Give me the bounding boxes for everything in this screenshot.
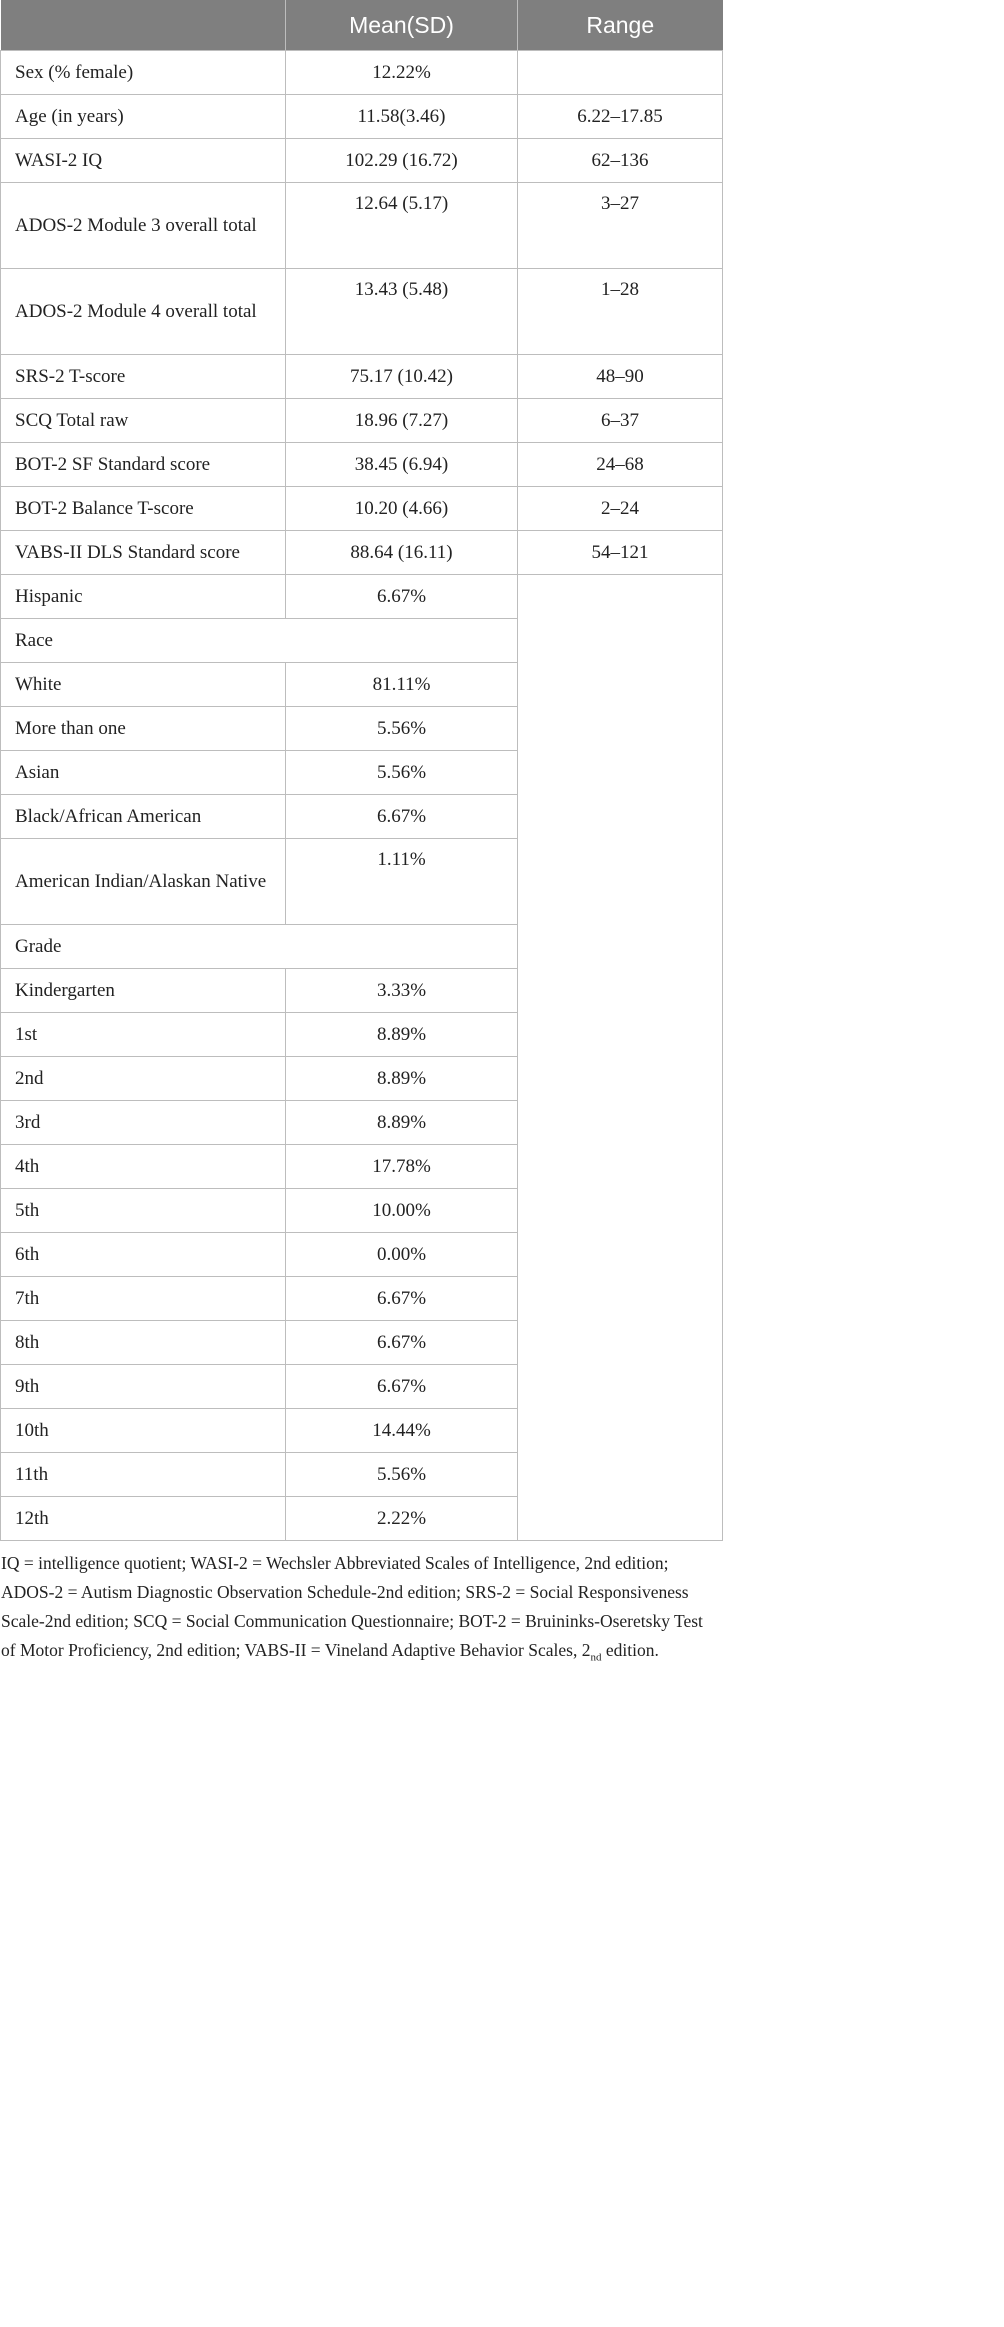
row-label: Age (in years) <box>1 95 286 139</box>
table-row <box>1 399 723 443</box>
row-mean-sd-value: 75.17 (10.42) <box>286 355 518 399</box>
row-mean-sd-value: 81.11% <box>286 663 518 707</box>
row-mean-sd-value: 6.67% <box>286 575 518 619</box>
row-range-value: 2–24 <box>518 487 723 531</box>
row-range-value: 3–27 <box>518 183 723 269</box>
row-label: ADOS-2 Module 3 overall total <box>1 183 286 269</box>
row-label: 4th <box>1 1145 286 1189</box>
row-mean-sd-value: 8.89% <box>286 1013 518 1057</box>
row-mean-sd-value: 17.78% <box>286 1145 518 1189</box>
row-range-value <box>518 51 723 95</box>
row-mean-sd-value: 10.00% <box>286 1189 518 1233</box>
row-mean-sd-value: 6.67% <box>286 795 518 839</box>
row-mean-sd-value: 6.67% <box>286 1365 518 1409</box>
row-label: More than one <box>1 707 286 751</box>
row-mean-sd-value: 102.29 (16.72) <box>286 139 518 183</box>
row-label: 1st <box>1 1013 286 1057</box>
row-range-value: 1–28 <box>518 269 723 355</box>
row-mean-sd-value: 13.43 (5.48) <box>286 269 518 355</box>
row-label: Sex (% female) <box>1 51 286 95</box>
table-footnote <box>0 1541 722 1673</box>
footnote-tail: edition. <box>601 1640 659 1660</box>
header-range: Range <box>518 0 723 51</box>
table-row <box>1 355 723 399</box>
row-label: Asian <box>1 751 286 795</box>
footnote-subscript: nd <box>590 1651 602 1664</box>
row-mean-sd-value: 12.64 (5.17) <box>286 183 518 269</box>
row-label: 10th <box>1 1409 286 1453</box>
row-label: Hispanic <box>1 575 286 619</box>
section-label: Grade <box>1 925 518 969</box>
row-label: BOT-2 Balance T-score <box>1 487 286 531</box>
row-mean-sd-value: 88.64 (16.11) <box>286 531 518 575</box>
table-body <box>1 51 723 1541</box>
row-label: White <box>1 663 286 707</box>
row-label: 6th <box>1 1233 286 1277</box>
row-range-value: 48–90 <box>518 355 723 399</box>
row-mean-sd-value: 8.89% <box>286 1101 518 1145</box>
row-mean-sd-value: 11.58(3.46) <box>286 95 518 139</box>
row-label: 3rd <box>1 1101 286 1145</box>
row-mean-sd-value: 10.20 (4.66) <box>286 487 518 531</box>
row-mean-sd-value: 5.56% <box>286 707 518 751</box>
row-label: SRS-2 T-score <box>1 355 286 399</box>
row-label: 11th <box>1 1453 286 1497</box>
row-label: Black/African American <box>1 795 286 839</box>
row-label: WASI-2 IQ <box>1 139 286 183</box>
row-label: 2nd <box>1 1057 286 1101</box>
row-mean-sd-value: 1.11% <box>286 839 518 925</box>
row-mean-sd-value: 6.67% <box>286 1321 518 1365</box>
table-row <box>1 183 723 269</box>
row-range-value: 24–68 <box>518 443 723 487</box>
footnote-text: IQ = intelligence quotient; WASI-2 = Wechsler Abbreviated Scales of Intelligence, 2nd edition; ADOS-2 = Autism Diagnostic Observation Schedule-2nd edition; SRS-2 = Social Responsiveness Scale-2nd edition; SCQ = Social Communication Questionnaire; BOT-2 = Bruininks-Oseretsky Test of Motor Proficiency, 2nd edition; VABS-II = Vineland Adaptive Behavior Scales, 2 <box>1 1553 703 1660</box>
table-row <box>1 269 723 355</box>
row-label: American Indian/Alaskan Native <box>1 839 286 925</box>
row-range-value: 54–121 <box>518 531 723 575</box>
table-row <box>1 487 723 531</box>
table-header-row <box>1 0 723 51</box>
row-label: ADOS-2 Module 4 overall total <box>1 269 286 355</box>
row-mean-sd-value: 5.56% <box>286 751 518 795</box>
row-range-value: 6.22–17.85 <box>518 95 723 139</box>
section-label: Race <box>1 619 518 663</box>
row-label: VABS-II DLS Standard score <box>1 531 286 575</box>
row-mean-sd-value: 3.33% <box>286 969 518 1013</box>
header-mean-sd: Mean(SD) <box>286 0 518 51</box>
row-range-value: 6–37 <box>518 399 723 443</box>
demographics-table <box>0 0 723 1541</box>
table-row <box>1 531 723 575</box>
row-mean-sd-value: 2.22% <box>286 1497 518 1541</box>
row-label: SCQ Total raw <box>1 399 286 443</box>
row-mean-sd-value: 6.67% <box>286 1277 518 1321</box>
row-label: 8th <box>1 1321 286 1365</box>
row-range-value: 62–136 <box>518 139 723 183</box>
table-row <box>1 575 723 619</box>
row-label: 9th <box>1 1365 286 1409</box>
row-label: 12th <box>1 1497 286 1541</box>
row-mean-sd-value: 18.96 (7.27) <box>286 399 518 443</box>
table-row <box>1 139 723 183</box>
row-mean-sd-value: 38.45 (6.94) <box>286 443 518 487</box>
row-mean-sd-value: 12.22% <box>286 51 518 95</box>
row-label: Kindergarten <box>1 969 286 1013</box>
row-mean-sd-value: 14.44% <box>286 1409 518 1453</box>
header-label-cell <box>1 0 286 51</box>
row-label: BOT-2 SF Standard score <box>1 443 286 487</box>
table-row <box>1 95 723 139</box>
row-label: 5th <box>1 1189 286 1233</box>
empty-range-cell <box>518 575 723 1541</box>
table-row <box>1 443 723 487</box>
row-mean-sd-value: 0.00% <box>286 1233 518 1277</box>
row-label: 7th <box>1 1277 286 1321</box>
table-row <box>1 51 723 95</box>
row-mean-sd-value: 5.56% <box>286 1453 518 1497</box>
row-mean-sd-value: 8.89% <box>286 1057 518 1101</box>
